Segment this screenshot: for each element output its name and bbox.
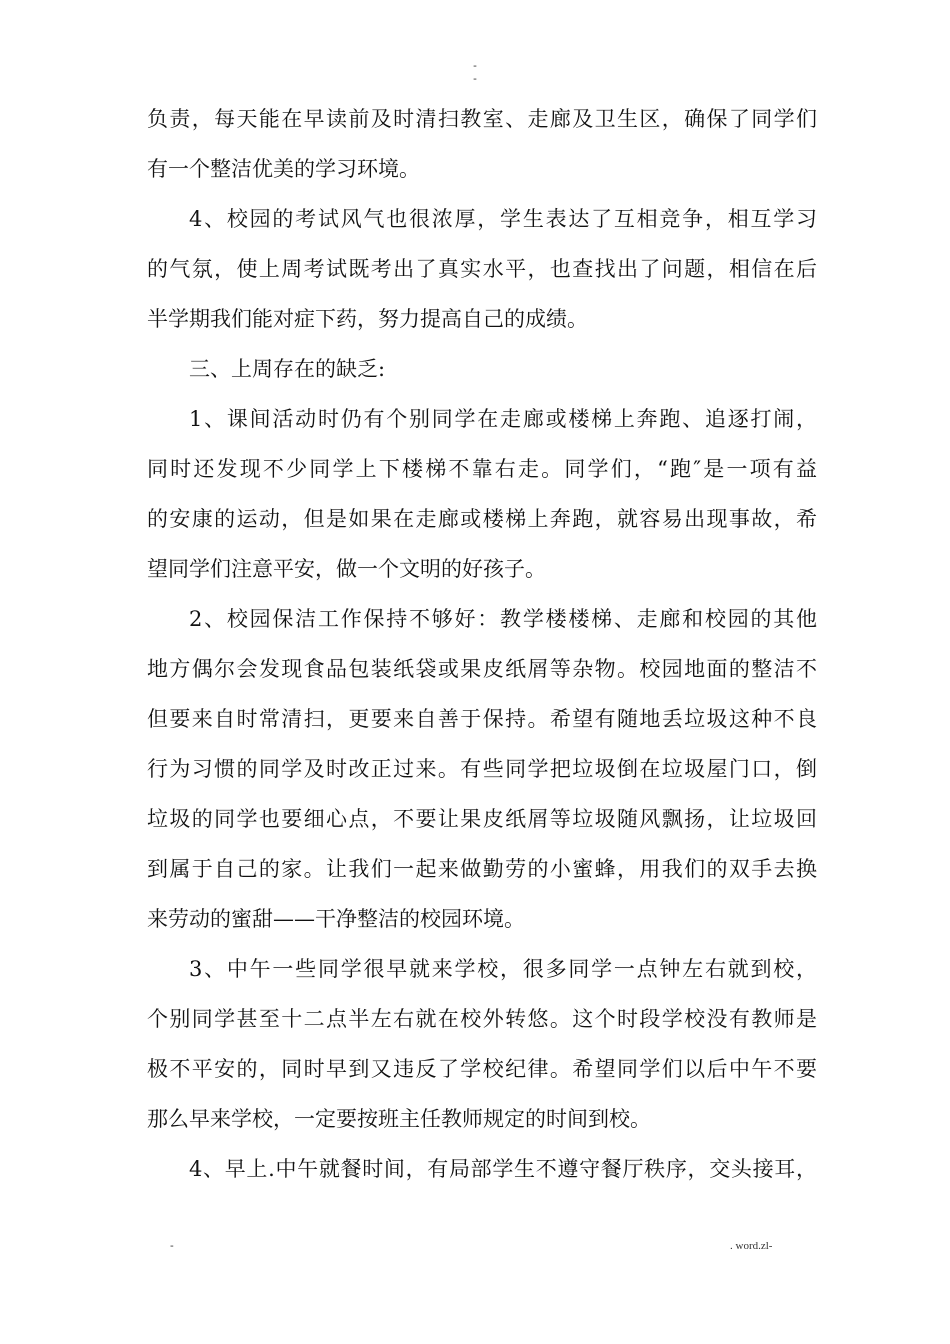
paragraph-first-line: 4、校园的考试风气也很浓厚，学生表达了互相竞争，相互学习 (189, 207, 817, 231)
text-line: 垃圾的同学也要细心点，不要让果皮纸屑等垃圾随风飘扬，让垃圾回 (147, 807, 817, 831)
text-line: 那么早来学校，一定要按班主任教师规定的时间到校。 (147, 1107, 651, 1131)
text-line: 到属于自己的家。让我们一起来做勤劳的小蜜蜂，用我们的双手去换 (147, 857, 817, 881)
text-line: 负责，每天能在早读前及时清扫教室、走廊及卫生区，确保了同学们 (147, 107, 817, 131)
text-line: 同时还发现不少同学上下楼梯不靠右走。同学们，“跑″是一项有益 (147, 457, 817, 481)
paragraph-first-line: 1、课间活动时仍有个别同学在走廊或楼梯上奔跑、追逐打闹， (189, 407, 817, 431)
text-line: 来劳动的蜜甜——干净整洁的校园环境。 (147, 907, 525, 931)
text-line: 半学期我们能对症下药，努力提高自己的成绩。 (147, 307, 588, 331)
text-line: 个别同学甚至十二点半左右就在校外转悠。这个时段学校没有教师是 (147, 1007, 817, 1031)
text-line: 地方偶尔会发现食品包装纸袋或果皮纸屑等杂物。校园地面的整洁不 (147, 657, 817, 681)
footer-left-mark: - (170, 1239, 174, 1252)
section-heading: 三、上周存在的缺乏: (189, 357, 386, 381)
text-line: 行为习惯的同学及时改正过来。有些同学把垃圾倒在垃圾屋门口，倒 (147, 757, 817, 781)
header-mark-top: - (473, 59, 477, 72)
text-line: 的气氛，使上周考试既考出了真实水平，也查找出了问题，相信在后 (147, 257, 817, 281)
paragraph-first-line: 2、校园保洁工作保持不够好：教学楼楼梯、走廊和校园的其他 (189, 607, 817, 631)
text-line: 但要来自时常清扫，更要来自善于保持。希望有随地丢垃圾这种不良 (147, 707, 817, 731)
text-line: 望同学们注意平安，做一个文明的好孩子。 (147, 557, 546, 581)
text-line: 极不平安的，同时早到又违反了学校纪律。希望同学们以后中午不要 (147, 1057, 817, 1081)
text-line: 的安康的运动，但是如果在走廊或楼梯上奔跑，就容易出现事故，希 (147, 507, 817, 531)
paragraph-first-line: 4、早上.中午就餐时间，有局部学生不遵守餐厅秩序，交头接耳， (189, 1157, 817, 1181)
footer-right-text: . word.zl- (730, 1240, 773, 1252)
text-line: 有一个整洁优美的学习环境。 (147, 157, 420, 181)
paragraph-first-line: 3、中午一些同学很早就来学校，很多同学一点钟左右就到校， (189, 957, 817, 981)
document-body (147, 94, 817, 1194)
header-mark-bottom: - (473, 72, 477, 85)
